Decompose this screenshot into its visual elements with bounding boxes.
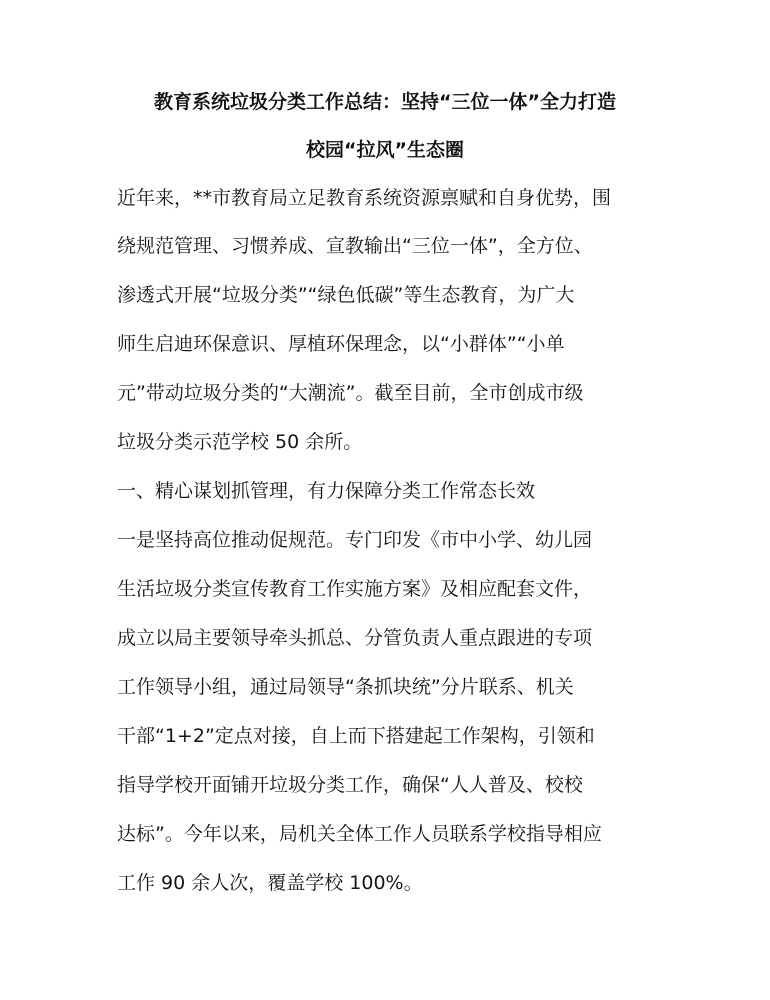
body-line: 垃圾分类示范学校 50 余所。	[117, 431, 363, 453]
body-line: 生活垃圾分类宣传教育工作实施方案》及相应配套文件，	[117, 578, 593, 600]
body-line: 成立以局主要领导牵头抓总、分管负责人重点跟进的专项	[117, 627, 593, 649]
body-line: 元”带动垃圾分类的“大潮流”。截至目前，全市创成市级	[117, 382, 584, 404]
body-line: 工作领导小组，通过局领导“条抓块统”分片联系、机关	[117, 676, 574, 698]
body-line: 达标”。今年以来，局机关全体工作人员联系学校指导相应	[117, 823, 602, 845]
body-line: 渗透式开展“垃圾分类”“绿色低碳”等生态教育，为广大	[117, 284, 575, 306]
body-line: 指导学校开面铺开垃圾分类工作，确保“人人普及、校校	[117, 774, 583, 796]
body-line: 近年来，**市教育局立足教育系统资源禀赋和自身优势，围	[117, 187, 612, 209]
document-title-line-2: 校园“拉风”生态圈	[306, 139, 464, 161]
body-line: 一是坚持高位推动促规范。专门印发《市中小学、幼儿园	[117, 529, 593, 551]
body-line: 绕规范管理、习惯养成、宣教输出“三位一体”，全方位、	[117, 235, 593, 257]
section-heading: 一、精心谋划抓管理，有力保障分类工作常态长效	[117, 480, 536, 502]
body-line: 师生启迪环保意识、厚植环保理念，以“小群体”“小单	[117, 333, 565, 355]
body-line: 工作 90 余人次，覆盖学校 100%。	[117, 872, 423, 894]
body-line: 干部“1+2”定点对接，自上而下搭建起工作架构，引领和	[117, 725, 595, 747]
document-title-line-1: 教育系统垃圾分类工作总结：坚持“三位一体”全力打造	[154, 91, 616, 113]
